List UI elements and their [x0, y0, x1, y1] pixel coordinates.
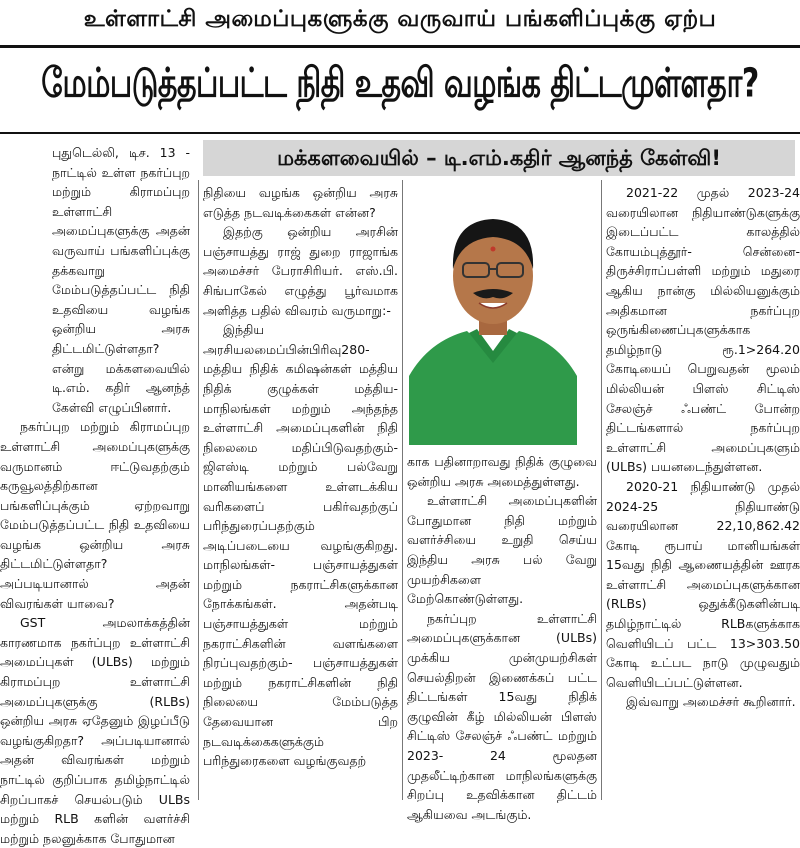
subhead-bar: மக்களவையில் – டி.எம்.கதிர் ஆனந்த் கேள்வி! [203, 140, 795, 176]
paragraph: நிதியை வழங்க ஒன்றிய அரசு எடுத்த நடவடிக்கைகள் என்ன? [203, 185, 398, 220]
paragraph: GST அமலாக்கத்தின் காரணமாக நகர்ப்புற உள்ளாட்சி அமைப்புகள் (ULBs) மற்றும் கிராமப்புற உள்ளாட்சி அமைப்புகளுக்கு (RLBs) ஒன்றிய அரசு ஏதேனும் இழப்பீடு வழங்குகிறதா? அப்படியானால் அதன் விவரங்கள் மற்றும் நாட்டில் குறிப்பாக தமிழ்நாட்டில் சிறப்பாகச் செயல்படும் ULBs மற்றும் RLB களின் வளர்ச்சி மற்றும் நலனுக்காக போதுமான [0, 615, 190, 846]
paragraph: 2021-22 முதல் 2023-24 வரையிலான நிதியாண்டுகளுக்கு இடைப்பட்ட காலத்தில் கோயம்புத்தூர்- சென்னை- திருச்சிராப்பள்ளி மற்றும் மதுரை ஆகிய நான்கு மில்லியனுக்கும் அதிகமான நகர்ப்புற ஒருங்கிணைப்புகளுக்காக தமிழ்நாடு ரூ.1>264.20 கோடியைப் பெறுவதன் மூலம் மில்லியன் பிளஸ் சிட்டிஸ் சேலஞ்ச் ஃபண்ட் போன்ற திட்டங்களால் நகர்ப்புற உள்ளாட்சி அமைப்புகளும் (ULBs) பயனடைந்துள்ளன. [606, 185, 800, 475]
portrait-photo [409, 191, 577, 445]
kicker-rule [0, 45, 800, 48]
paragraph: 2020-21 நிதியாண்டு முதல் 2024-25 நிதியாண்டு வரையிலான 22,10,862.42 கோடி ரூபாய் மானியங்கள் 15வது நிதி ஆணையத்தின் ஊரக உள்ளாட்சி அமைப்புகளுக்கான (RLBs) ஒதுக்கீடுகளின்படி தமிழ்நாட்டில் RLBகளுக்காக வெளியிடப் பட்ட 13>303.50 கோடி உட்பட நாடு முழுவதும் வெளியிடப்பட்டுள்ளன. [606, 478, 800, 690]
article-column-3 [407, 452, 597, 824]
paragraph: இவ்வாறு அமைச்சர் கூறினார். [626, 694, 796, 710]
column-divider [601, 180, 602, 800]
paragraph: இதற்கு ஒன்றிய அரசின் பஞ்சாயத்து ராஜ் துறை ராஜாங்க அமைச்சர் பேராசிரியர். எஸ்.பி. சிங்பாகேல் எழுத்து பூர்வமாக அளித்த பதில் விவரம் வருமாறு:- [203, 224, 398, 318]
column-divider [198, 180, 199, 800]
paragraph: உள்ளாட்சி அமைப்புகளின் போதுமான நிதி மற்றும் வளர்ச்சியை உறுதி செய்ய இந்திய அரசு பல் வேறு முயற்சிகளை மேற்கொண்டுள்ளது. [407, 493, 597, 607]
headline-rule [0, 132, 800, 134]
kicker-line: உள்ளாட்சி அமைப்புகளுக்கு வருவாய் பங்களிப்புக்கு ஏற்ப [83, 6, 717, 32]
paragraph: இந்திய அரசியலமைப்பின்பிரிவு280-மத்திய நிதிக் கமிஷன்கள் மத்திய நிதிக் குழுக்கள் மத்திய- மாநிலங்கள் மற்றும் அந்தந்த உள்ளாட்சி அமைப்புகளின் நிதி நிலைமை மதிப்பிடுவதற்கும்- ஜிஎஸ்டி மற்றும் பல்வேறு மானியங்களை உள்ளடக்கிய வரிகளைப் பகிர்வதற்குப் பரிந்துரைப்பதற்கும் அடிப்படையை வழங்குகிறது. மாநிலங்கள்- பஞ்சாயத்துகள் மற்றும் நகராட்சிகளுக்கான நோக்கங்கள். அதன்படி பஞ்சாயத்துகள் மற்றும் நகராட்சிகளின் வளங்களை நிரப்புவதற்கும்- பஞ்சாயத்துகள் மற்றும் நகராட்சிகளின் நிதி நிலையை மேம்படுத்த தேவையான பிற நடவடிக்கைகளுக்கும் பரிந்துரைகளை வழங்குவதற் [203, 322, 398, 769]
paragraph: புதுடெல்லி, டிச. 13 - நாட்டில் உள்ள நகர்ப்புற மற்றும் கிராமப்புற உள்ளாட்சி அமைப்புகளுக்கு அதன் வருவாய் பங்களிப்புக்கு தக்கவாறு மேம்படுத்தப்பட்ட நிதி உதவியை வழங்க ஒன்றிய அரசு திட்டமிட்டுள்ளதா? என்று மக்களவையில் டி.எம். கதிர் ஆனந்த் கேள்வி எழுப்பினார். [52, 145, 190, 415]
paragraph: நகர்ப்புற உள்ளாட்சி அமைப்புகளுக்கான (ULBs) முக்கிய முன்முயற்சிகள் செயல்திறன் இணைக்கப் பட்ட திட்டங்கள் 15வது நிதிக் குழுவின் கீழ் மில்லியன் பிளஸ் சிட்டிஸ் சேலஞ்ச் ஃபண்ட் மற்றும் 2023- 24 மூலதன முதலீட்டிற்கான மாநிலங்களுக்கு சிறப்பு உதவிக்கான திட்டம் ஆகியவை அடங்கும். [407, 610, 597, 822]
paragraph: காக பதினாறாவது நிதிக் குழுவை ஒன்றிய அரசு அமைத்துள்ளது. [407, 454, 597, 489]
column-divider [402, 180, 403, 800]
article-column-1 [0, 143, 190, 848]
article-column-2 [203, 183, 398, 771]
article-column-4 [606, 183, 800, 712]
portrait-icon [409, 191, 577, 445]
headline: மேம்படுத்தப்பட்ட நிதி உதவி வழங்க திட்டமுள்ளதா? [41, 60, 759, 108]
paragraph: நகர்ப்புற மற்றும் கிராமப்புற உள்ளாட்சி அமைப்புகளுக்கு வருமானம் ஈட்டுவதற்கும் கருவூலத்திற்கான பங்களிப்புக்கும் ஏற்றவாறு மேம்படுத்தப்பட்ட நிதி உதவியை வழங்க ஒன்றிய அரசு திட்டமிட்டுள்ளதா? அப்படியானால் அதன் விவரங்கள் யாவை? [0, 419, 190, 611]
